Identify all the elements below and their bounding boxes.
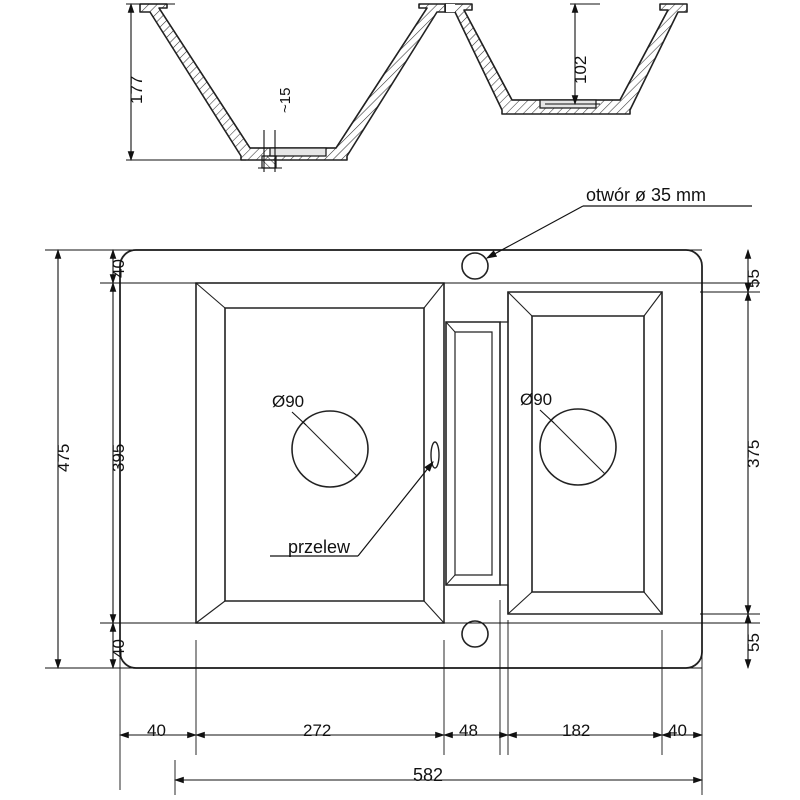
inner-left-height-label: 395	[109, 443, 128, 472]
section-depth-right-label: 102	[571, 55, 590, 84]
top-view	[120, 206, 752, 668]
overflow-note: przelew	[288, 537, 351, 557]
inner-right-height-label: 375	[744, 439, 763, 468]
drain-right-label: Ø90	[520, 390, 553, 409]
section-depth-left-label: 177	[127, 75, 146, 104]
right-margin-label: 40	[668, 721, 687, 740]
section-view	[126, 4, 687, 172]
drain-left-label: Ø90	[272, 392, 305, 411]
left-margin-label: 40	[147, 721, 166, 740]
right-bottom-margin-label: 55	[744, 633, 763, 652]
left-bottom-margin-label: 40	[109, 639, 128, 658]
bowl-right-width-label: 182	[562, 721, 591, 740]
total-width-label: 582	[413, 765, 444, 785]
wall-thickness-label: ~15	[277, 87, 294, 113]
divider-width-label: 48	[459, 721, 478, 740]
right-top-margin-label: 55	[744, 269, 763, 288]
bowl-left-width-label: 272	[303, 721, 332, 740]
dimension-lines	[45, 250, 763, 795]
left-top-margin-label: 40	[109, 259, 128, 278]
total-height-label: 475	[54, 443, 73, 472]
tap-hole-note: otwór ø 35 mm	[586, 185, 707, 205]
